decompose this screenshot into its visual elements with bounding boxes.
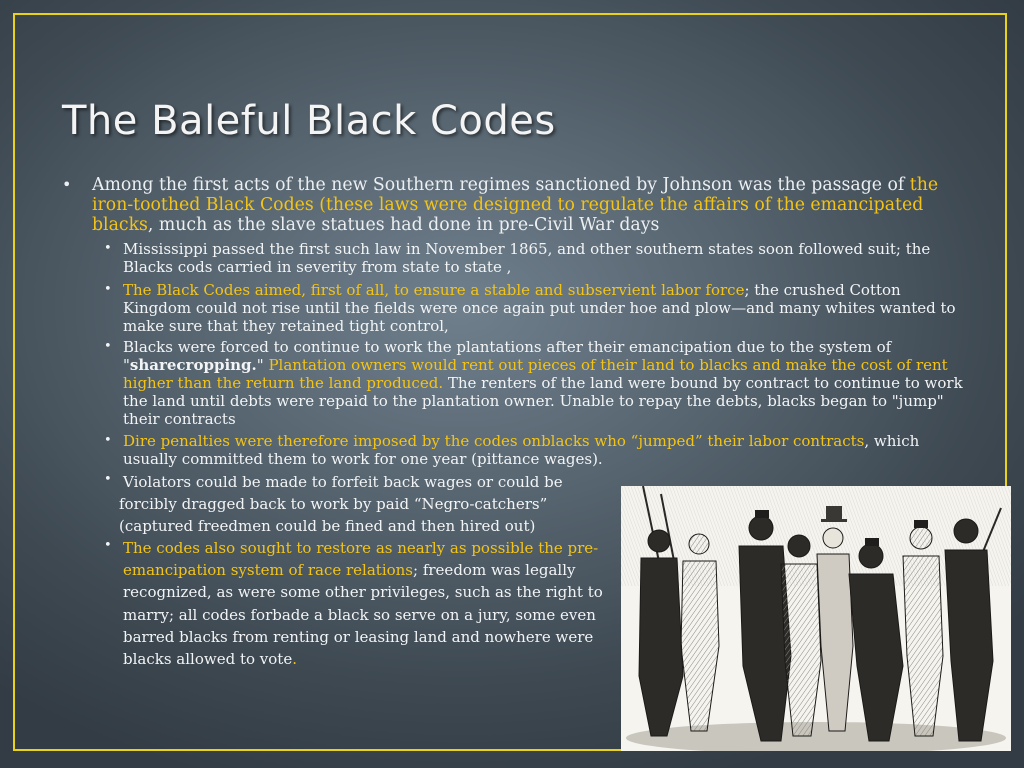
bullet-text	[104, 537, 604, 670]
bullet-dot: •	[104, 339, 112, 354]
bullet-dire-penalties	[104, 432, 964, 468]
bullet-text	[104, 471, 604, 493]
text-line: forcibly dragged back to work by paid “Negro-catchers”	[119, 495, 548, 514]
plain-text: , much as the slave statues had done in pre-Civil War days	[147, 215, 660, 235]
plain-text: The renters of the land were bound by contract to continue to work the land until debts were repaid to the plantation owner. Unable to repay the debts, blacks began to "jump" their contracts	[123, 374, 963, 428]
bullet-text	[104, 281, 964, 335]
bullet-race-relations	[104, 537, 604, 670]
highlight-text: The Black Codes aimed, first of all, to ensure a stable and subservient labor force	[123, 281, 745, 299]
highlight-text: Plantation owners would rent out pieces of their land to blacks and make the cost of rent higher than the return the land produced.	[123, 356, 948, 392]
bullet-violators	[104, 471, 604, 538]
plain-text: , which usually committed them to work for one year (pittance wages).	[123, 432, 920, 468]
bullet-dot: •	[62, 175, 72, 194]
bullet-mississippi	[104, 240, 964, 276]
slide-title: The Baleful Black Codes	[62, 98, 556, 144]
bullet-text	[104, 338, 964, 428]
plain-text: Blacks were forced to continue to work the plantations after their emancipation due to the system of "	[123, 338, 892, 374]
text-line: (captured freedmen could be fined and then hired out)	[119, 517, 536, 536]
bullet-dot: •	[104, 282, 112, 297]
bullet-black-codes-intro	[62, 175, 962, 235]
plain-text: Among the first acts of the new Southern regimes sanctioned by Johnson was the passage of	[92, 175, 910, 195]
text-line: Violators could be made to forfeit back wages or could be	[123, 473, 563, 491]
bullet-text	[62, 175, 962, 235]
engraving-illustration	[621, 486, 1011, 751]
bullet-dot: •	[104, 433, 112, 448]
freedmen-engraving-image	[621, 486, 1011, 751]
bullet-dot: •	[104, 538, 112, 553]
highlight-text: The codes also sought to restore as nearly as possible the pre-emancipation system of race relations	[123, 539, 599, 580]
bullet-text	[104, 432, 964, 468]
highlight-text: Dire penalties were therefore imposed by the codes onblacks who “jumped” their labor contracts	[123, 432, 865, 450]
plain-text: ; freedom was legally recognized, as were some other privileges, such as the right to marry; all codes forbade a black so serve on a jury, some even barred blacks from renting or leasing land and nowhere were blacks allowed to vote	[123, 561, 603, 669]
plain-text: "	[256, 356, 269, 374]
highlight-text: .	[292, 650, 297, 669]
plain-text: ; the crushed Cotton Kingdom could not rise until the fields were once again put under hoe and plow—and many whites wanted to make sure that they retained tight control,	[123, 281, 956, 335]
bullet-dot: •	[104, 241, 112, 256]
bullet-text: Mississippi passed the first such law in November 1865, and other southern states soon followed suit; the Blacks cods carried in severity from state to state ,	[123, 240, 931, 276]
bold-text: sharecropping.	[129, 356, 257, 374]
bullet-dot: •	[104, 472, 112, 487]
bullet-labor-force	[104, 281, 964, 335]
highlight-text: the iron-toothed Black Codes (these laws were designed to regulate the affairs of the emancipated blacks	[92, 175, 939, 235]
bullet-sharecropping	[104, 338, 964, 428]
